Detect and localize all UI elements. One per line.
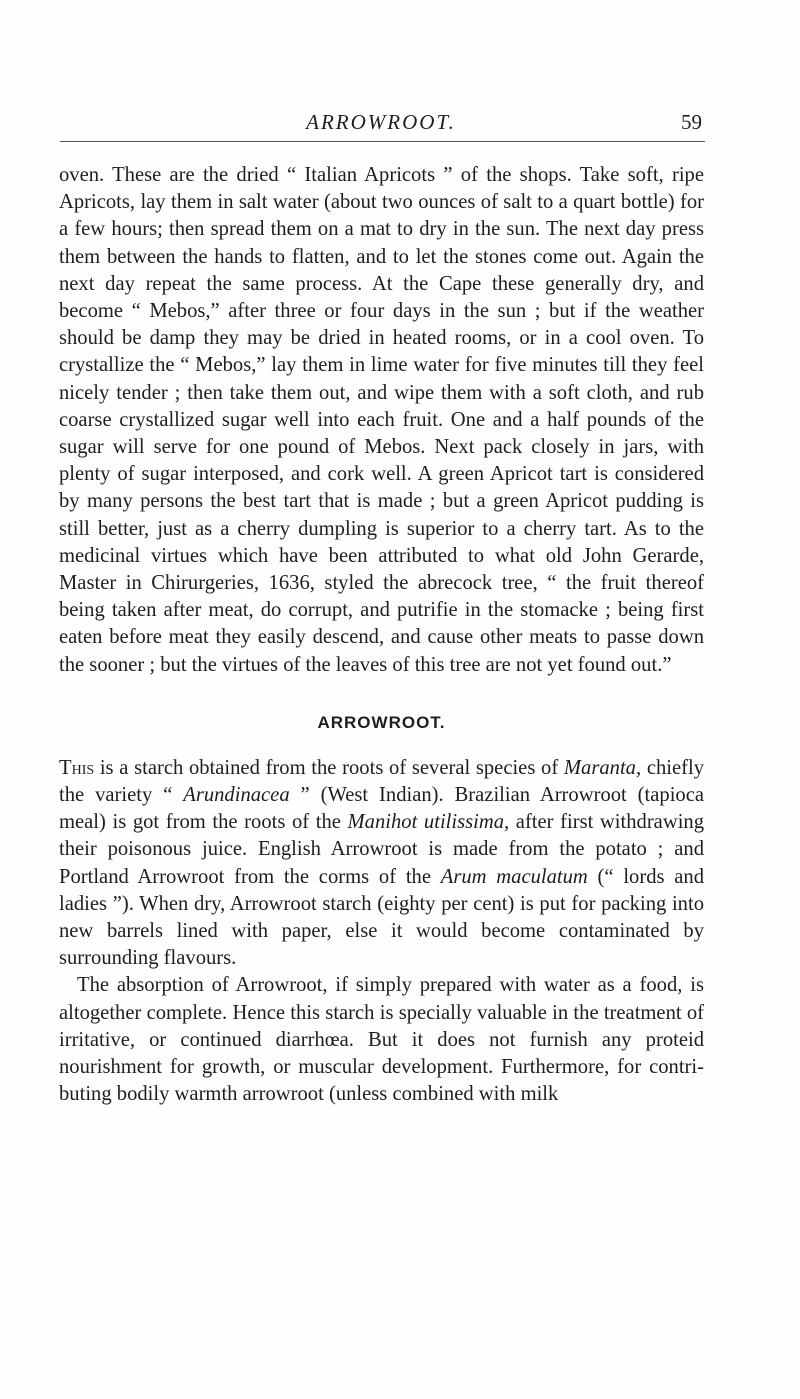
text-run: after first withdrawing their poisonous juice. English Arrowroot is made from the potato ; and Portland Arrowroot from the corms of the [59, 811, 705, 888]
italic-term-arum: Arum maculatum [440, 865, 588, 888]
section-heading: ARROWROOT. [317, 712, 446, 732]
running-head [60, 110, 702, 140]
text-run: chiefly the variety “ [59, 756, 704, 807]
page-number: 59 [681, 110, 702, 134]
header-rule [60, 141, 705, 142]
paragraph-lead-smallcaps: This [59, 756, 95, 779]
apricot-paragraph: oven. These are the dried “ Italian Apricots ” of the shops. Take soft, ripe Apricots, lay them in salt water (about two ounces of salt to a quart bottle) for a few hours; then spread them on a mat to dry in the sun. The next day press them between the hands to flatten, and to let the stones come out. Again the next day repeat the same process. At the Cape these generally dry, and become “ Mebos,” after three or four days in the sun ; but if the weather should be damp they may be dried in heated rooms, or in a cool oven. To crystallize the “ Mebos,” lay them in lime water for five minutes till they feel nicely tender ; then take them out, and wipe them with a soft cloth, and rub coarse crystallized sugar well into each fruit. One and a half pounds of the sugar will serve for one pound of Mebos. Next pack closely in jars, with plenty of sugar interposed, and cork well. A green Apricot tart is considered by many persons the best tart that is made ; but a green Apricot pudding is still better, just as a cherry dumpling is superior to a cherry tart. As to the medicinal virtues which have been attributed to what old John Gerarde, Master in Chirurgeries, 1636, styled the abrecock tree, “ the fruit thereof being taken after meat, do corrupt, and putrifie in the stomacke ; being first eaten before meat they easily descend, and cause other meats to passe down the sooner ; but the virtues of the leaves of this tree are not yet found out.” [59, 164, 704, 676]
italic-term-manihot: Manihot utilissima, [347, 811, 510, 834]
absorption-paragraph: The absorption of Arrowroot, if simply prepared with water as a food, is altogether complete. Hence this starch is specially valuable in the treatment of irritative, or continued diarrhœa. But it does not furnish any proteid nourishment for growth, or muscular development. Furthermore, for contri- buting bodily warmth arrowroot (unless combined with milk [59, 974, 704, 1106]
running-title: ARROWROOT. [306, 110, 456, 134]
text-run: is a starch obtained from the roots of several species of [94, 756, 564, 779]
italic-term-maranta: Maranta, [563, 756, 642, 779]
arrowroot-paragraph [59, 755, 704, 973]
text-run: ” (West Indian). Brazilian Arrowroot (tapioca meal) is got from the roots of the [59, 784, 704, 834]
text-run: (“ lords and ladies ”). When dry, Arrowroot starch (eighty per cent) is put for packing into new barrels lined with paper, else it would become contaminated by surrounding flavours. [59, 865, 704, 970]
italic-term-arundinacea: Arundinacea [183, 784, 290, 807]
body-text [59, 162, 704, 1109]
